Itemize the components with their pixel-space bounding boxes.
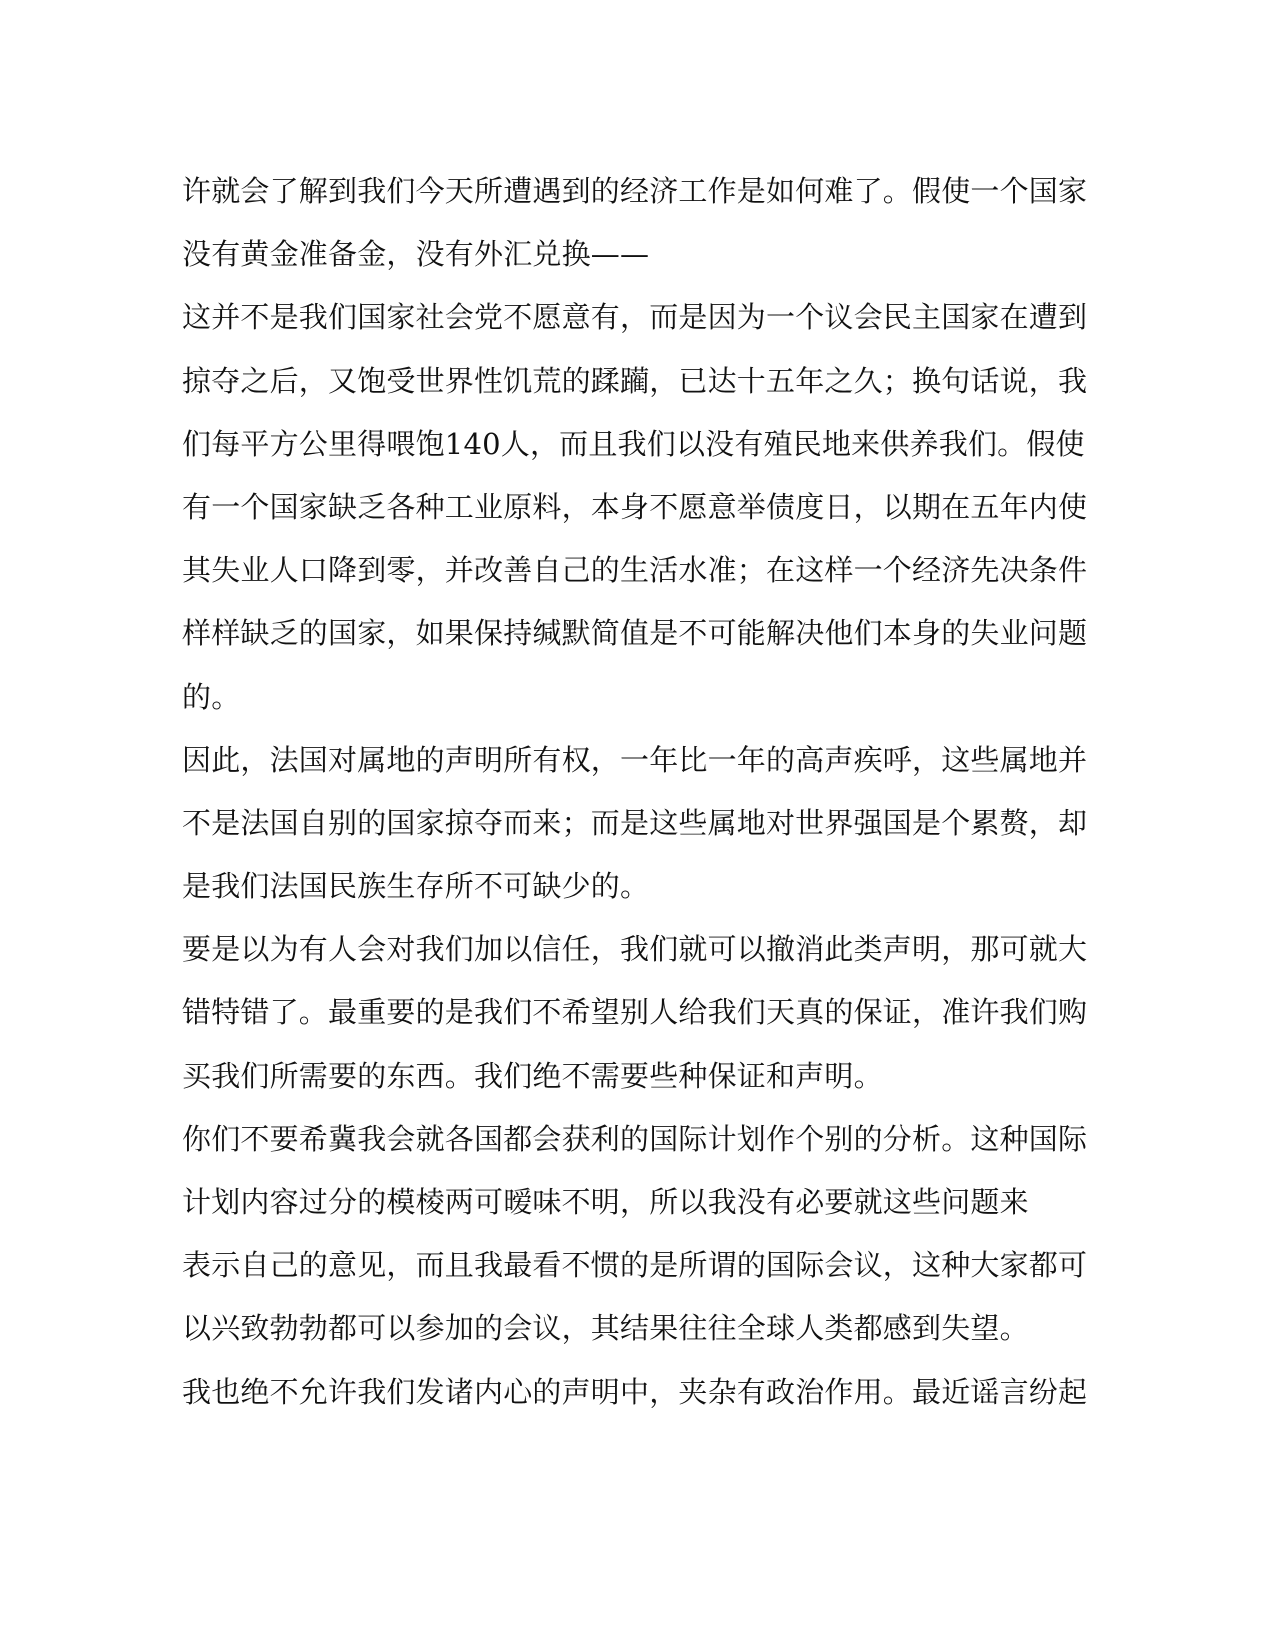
text-line: 其失业人口降到零，并改善自己的生活水准；在这样一个经济先决条件 xyxy=(182,553,1088,588)
text-line: 这并不是我们国家社会党不愿意有，而是因为一个议会民主国家在遭到 xyxy=(182,300,1088,335)
text-line: 错特错了。最重要的是我们不希望别人给我们天真的保证，准许我们购 xyxy=(182,995,1088,1030)
text-line: 买我们所需要的东西。我们绝不需要些种保证和声明。 xyxy=(182,1058,883,1093)
text-line: 的。 xyxy=(182,679,241,714)
text-line: 是我们法国民族生存所不可缺少的。 xyxy=(182,869,650,904)
text-line: 你们不要希冀我会就各国都会获利的国际计划作个别的分析。这种国际 xyxy=(182,1121,1088,1156)
text-line: 们每平方公里得喂饱140人，而且我们以没有殖民地来供养我们。假使 xyxy=(182,426,1085,461)
text-line: 不是法国自别的国家掠夺而来；而是这些属地对世界强国是个累赘，却 xyxy=(182,805,1088,840)
text-line: 许就会了解到我们今天所遭遇到的经济工作是如何难了。假使一个国家 xyxy=(182,174,1088,208)
text-line: 我也绝不允许我们发诸内心的声明中，夹杂有政治作用。最近谣言纷起 xyxy=(182,1374,1088,1409)
text-line: 没有黄金准备金，没有外汇兑换—— xyxy=(182,237,650,272)
text-line: 以兴致勃勃都可以参加的会议，其结果往往全球人类都感到失望。 xyxy=(182,1311,1029,1346)
text-line: 表示自己的意见，而且我最看不惯的是所谓的国际会议，这种大家都可 xyxy=(182,1248,1088,1283)
text-line: 计划内容过分的模棱两可暧味不明，所以我没有必要就这些问题来 xyxy=(182,1185,1029,1219)
text-line: 因此，法国对属地的声明所有权，一年比一年的高声疾呼，这些属地并 xyxy=(182,742,1088,777)
text-line: 掠夺之后，又饱受世界性饥荒的蹂躏，已达十五年之久；换句话说，我 xyxy=(182,363,1088,398)
text-line: 样样缺乏的国家，如果保持缄默简值是不可能解决他们本身的失业问题 xyxy=(182,616,1088,651)
body-text xyxy=(182,160,1088,1424)
text-line: 要是以为有人会对我们加以信任，我们就可以撤消此类声明，那可就大 xyxy=(182,932,1088,967)
text-line: 有一个国家缺乏各种工业原料，本身不愿意举债度日，以期在五年内使 xyxy=(182,489,1088,524)
